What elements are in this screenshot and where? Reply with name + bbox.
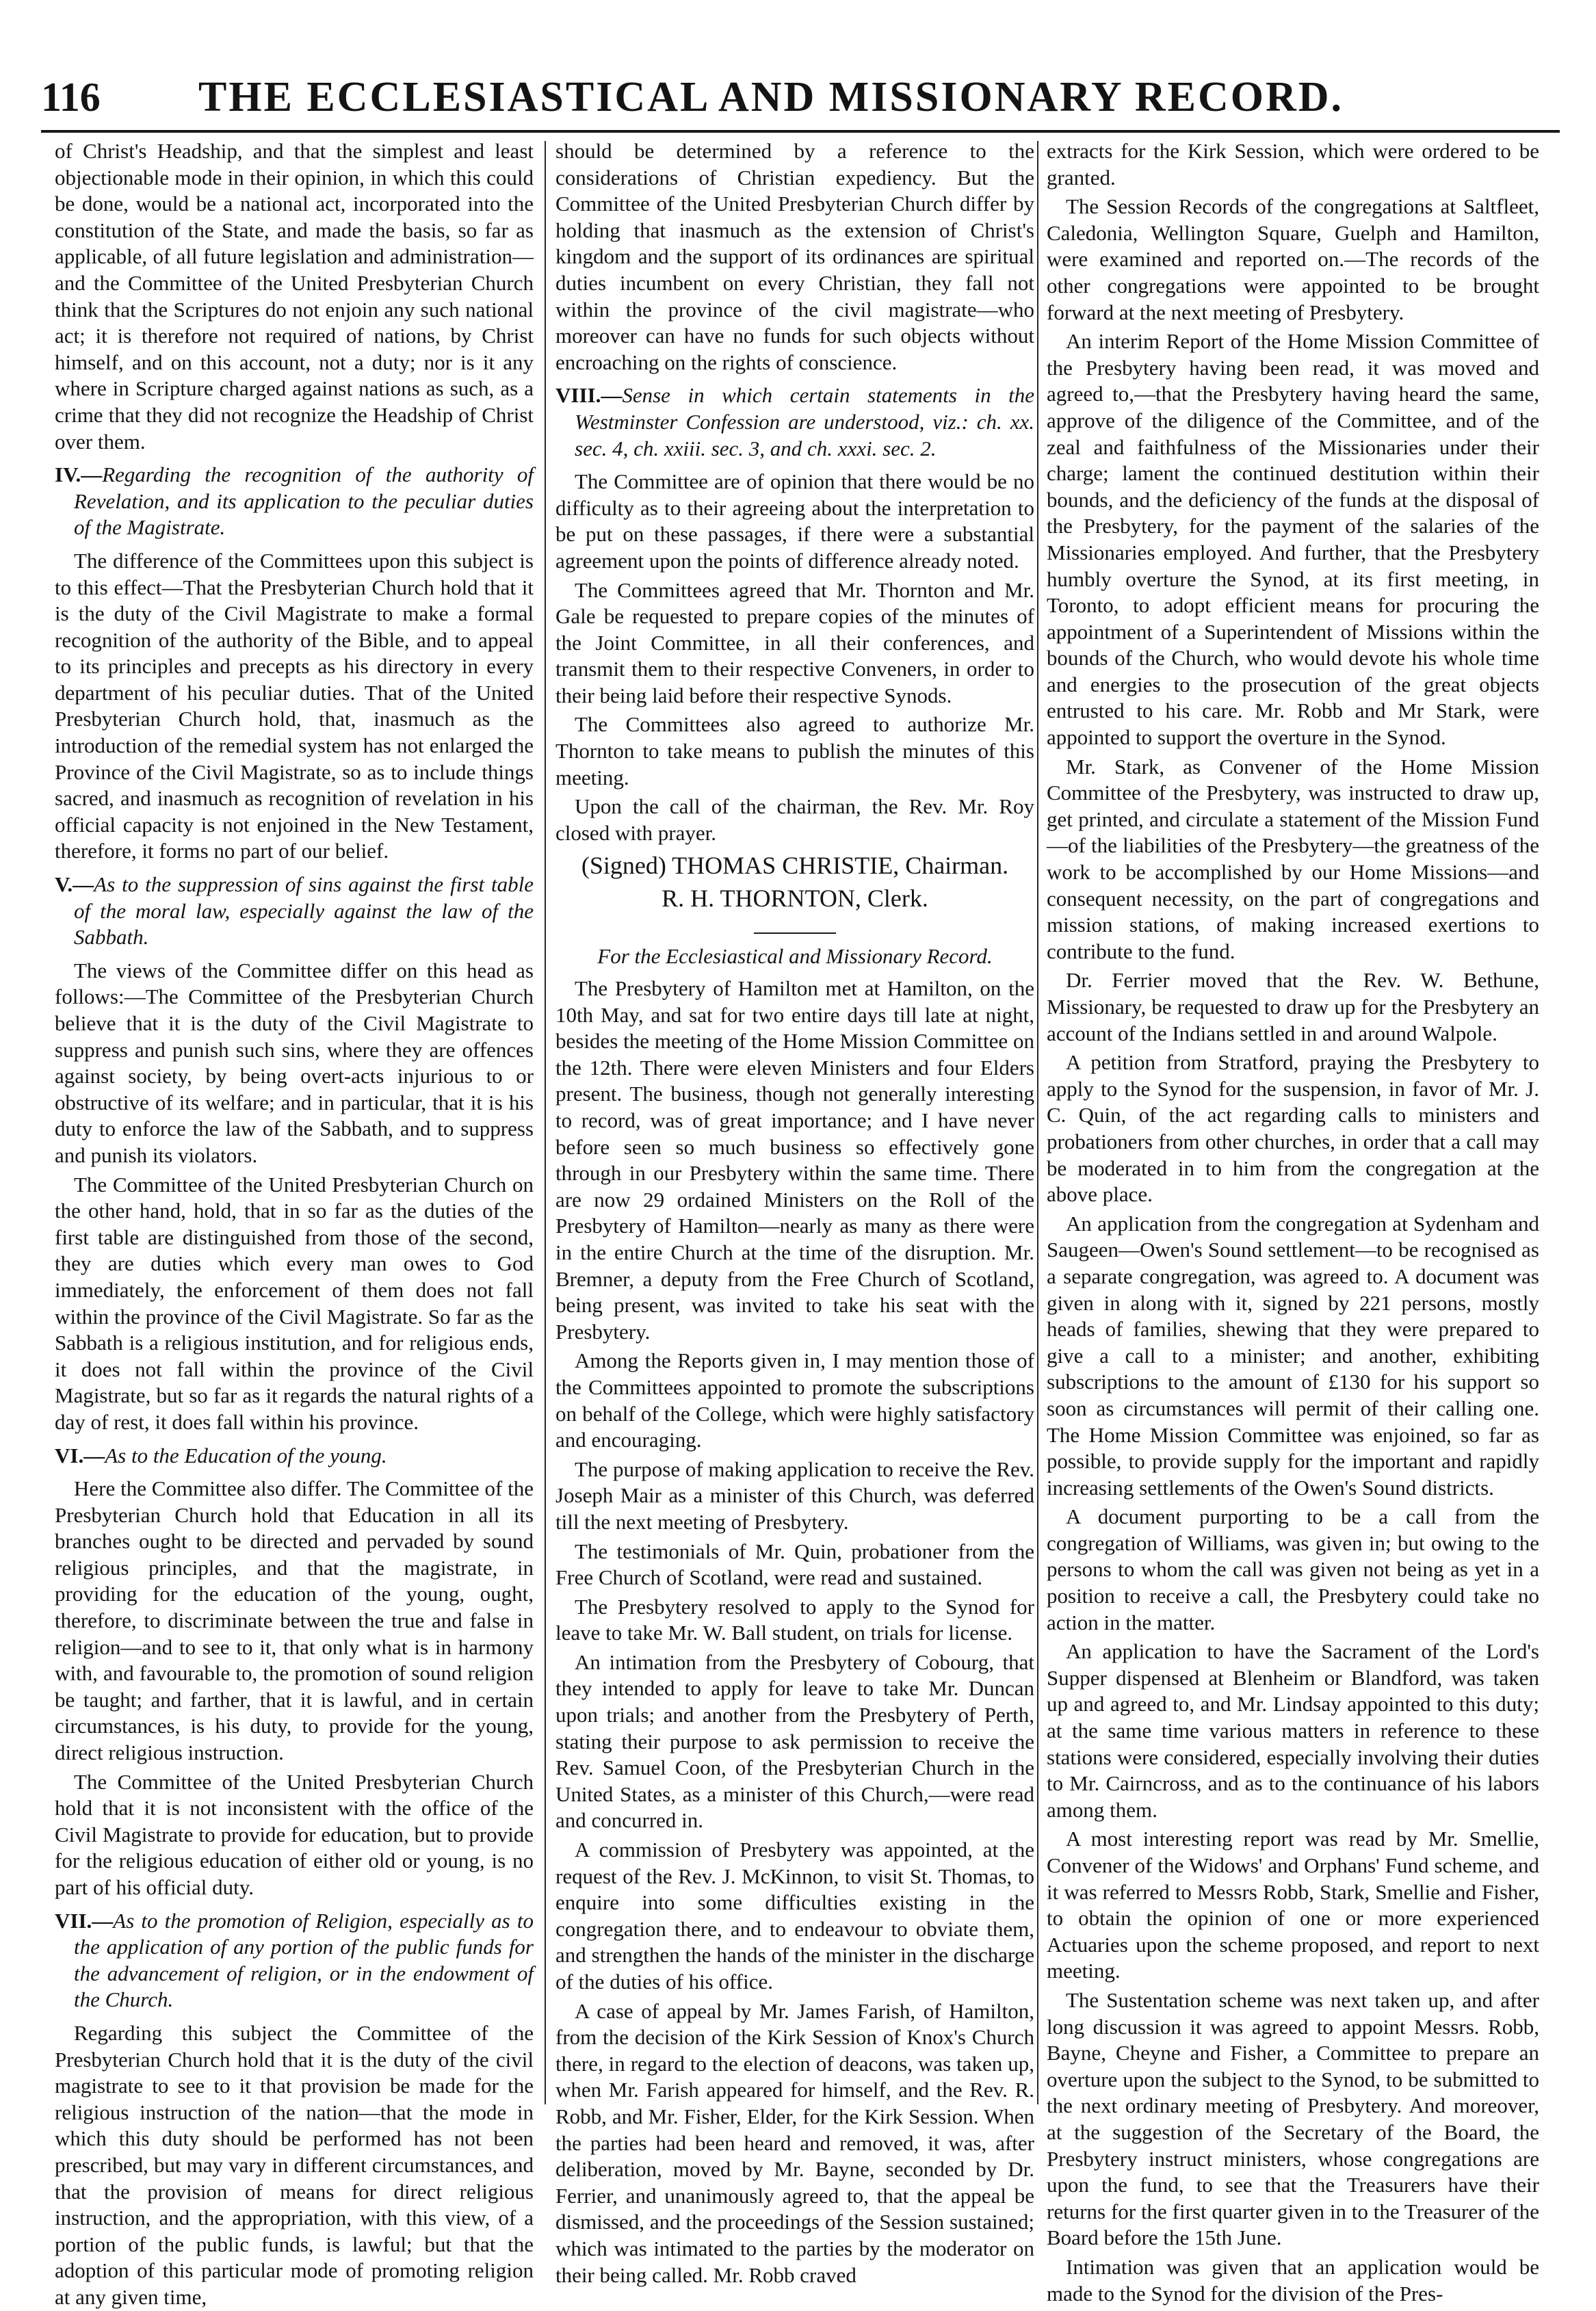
column-rule xyxy=(545,141,546,2104)
paragraph: Upon the call of the chairman, the Rev. Mr. Roy closed with prayer. xyxy=(555,794,1034,845)
running-title: THE ECCLESIASTICAL AND MISSIONARY RECORD. xyxy=(198,74,1344,120)
paragraph: The views of the Committee differ on this head as follows:—The Committee of the Presbyterian Church believe that it is the duty of the Civil Magistrate to suppress and punish such sins, where they are offences against society, by being overt-acts injurious to or obstructive of its welfare; and in particular, that it is his duty to enforce the law of the Sabbath, and to suppress and punish its violators. xyxy=(55,958,534,1167)
section-number: VII.— xyxy=(55,1908,114,1933)
paragraph: of Christ's Headship, and that the simplest and least objectionable mode in their opinion, in which this could be done, would be a national act, incorporated into the constitution of the State, and made the basis, so far as applicable, of all future legislation and administration—and the Committee of the United Presbyterian Church think that the Scriptures do not enjoin any such national act; it is therefore not required of nations, by Christ himself, and on this account, not a duty; nor is it any where in Scripture charged against nations as such, as a crime that they did not recognize the Headship of Christ over them. xyxy=(55,139,534,454)
paragraph: The testimonials of Mr. Quin, probationer from the Free Church of Scotland, were read and sustained. xyxy=(555,1539,1034,1590)
paragraph: Mr. Stark, as Convener of the Home Mission Committee of the Presbytery, was instructed to draw up, get printed, and circulate a statement of the Mission Fund—of the liabilities of the Presbytery—the greatness of the work to be accomplished by our Home Missions—and consequent necessity, on the part of congregations and mission stations, of making increased exertions to contribute to the fund. xyxy=(1047,754,1539,963)
section-heading-text: Sense in which certain statements in the Westminster Confession are understood, viz.: ch. xx. sec. 4, ch. xxiii. sec. 3, and ch. xxxi. sec. 2. xyxy=(575,383,1034,460)
paragraph: The Committees also agreed to authorize Mr. Thornton to take means to publish the minutes of this meeting. xyxy=(555,712,1034,789)
paragraph: An interim Report of the Home Mission Committee of the Presbytery having been read, it was moved and agreed to,—that the Presbytery having heard the same, approve of the diligence of the Committee, and of the zeal and faithfulness of the Missionaries under their charge; lament the continued destitution within their bounds, and the deficiency of the funds at the disposal of the Presbytery, for the payment of the salaries of the Missionaries employed. And further, that the Presbytery humbly overture the Synod, at its first meeting, in Toronto, to adopt efficient means for procuring the appointment of a Superintendent of Missions within the bounds of the Church, who would devote his whole time and energies to the prosecution of the great objects entrusted to his care. Mr. Robb and Mr Stark, were appointed to support the overture in the Synod. xyxy=(1047,329,1539,750)
header-rule xyxy=(41,130,1560,133)
column-rule xyxy=(1037,141,1038,2104)
paragraph: Regarding this subject the Committee of the Presbyterian Church hold that it is the duty of the civil magistrate to see to it that provision be made for the religious instruction of the nation—that the mode in which this duty should be performed has not been prescribed, but may vary in different circumstances, and that the provision of means for direct religious instruction, and the appropriation, with this view, of a portion of the public funds, is lawful; but that the adoption of this particular mode of promoting religion at any given time, xyxy=(55,2020,534,2309)
paragraph: The purpose of making application to receive the Rev. Joseph Mair as a minister of this Church, was deferred till the next meeting of Presbytery. xyxy=(555,1457,1035,1534)
section-number: VIII.— xyxy=(555,383,623,408)
paragraph: extracts for the Kirk Session, which were ordered to be granted. xyxy=(1047,139,1539,190)
paragraph: Intimation was given that an application would be made to the Synod for the division of the Pres- xyxy=(1047,2254,1539,2306)
paragraph: An intimation from the Presbytery of Cobourg, that they intended to apply for leave to take Mr. Duncan upon trials; and another from the Presbytery of Perth, stating their purpose to ask permission to receive the Rev. Samuel Coon, of the Presbyterian Church in the United States, as a minister of this Church,—were read and concurred in. xyxy=(555,1649,1034,1833)
page-header xyxy=(41,66,1560,129)
paragraph: The Presbytery of Hamilton met at Hamilton, on the 10th May, and sat for two entire days till late at night, besides the meeting of the Home Mission Committee on the 12th. There were eleven Ministers and four Elders present. The business, though not generally interesting to record, was of great importance; and I have never before seen so much business so effectively gone through in our Presbytery within the same time. There are now 29 ordained Ministers on the Roll of the Presbytery of Hamilton—nearly as many as there were in the entire Church at the time of the disruption. Mr. Bremner, a deputy from the Free Church of Scotland, being present, was invited to take his seat with the Presbytery. xyxy=(555,976,1034,1344)
paragraph: The Committees agreed that Mr. Thornton and Mr. Gale be requested to prepare copies of the minutes of the Joint Committee, in all their conferences, and transmit them to their respective Conveners, in order to their being laid before their respective Synods. xyxy=(555,577,1034,707)
paragraph: A petition from Stratford, praying the Presbytery to apply to the Synod for the suspension, in favor of Mr. J. C. Quin, of the act regarding calls to ministers and probationers from other churches, in order that a call may be moderated in to him from the congregation at the above place. xyxy=(1047,1050,1539,1207)
section-heading-vii xyxy=(55,1908,534,2013)
signature-clerk: R. H. THORNTON, Clerk. xyxy=(662,885,928,913)
paragraph: A case of appeal by Mr. James Farish, of Hamilton, from the decision of the Kirk Session of Knox's Church there, in regard to the election of deacons, was taken up, when Mr. Farish appeared for himself, and the Rev. R. Robb, and Mr. Fisher, Elder, for the Kirk Session. When the parties had been heard and removed, it was, after deliberation, moved by Mr. Bayne, seconded by Dr. Ferrier, and unanimously agreed to, that the appeal be dismissed, and the proceedings of the Session sustained; which was intimated to the parties by the moderator on their being called. Mr. Robb craved xyxy=(555,1998,1034,2287)
section-number: VI.— xyxy=(55,1443,105,1467)
paragraph: An application to have the Sacrament of the Lord's Supper dispensed at Blenheim or Blandford, was taken up and agreed to, and Mr. Lindsay appointed to this duty; at the same time various matters in reference to these stations were considered, especially involving their duties to Mr. Cairncross, and as to the continuance of his labors among them. xyxy=(1047,1639,1539,1822)
section-heading-viii xyxy=(555,382,1034,462)
signature-chairman: (Signed) THOMAS CHRISTIE, Chairman. xyxy=(581,852,1009,880)
paragraph: should be determined by a reference to the considerations of Christian expediency. But the Committee of the United Presbyterian Church differ by holding that inasmuch as the extension of Christ's kingdom and the support of its ordinances are spiritual duties incumbent on every Christian, they fall not within the province of the civil magistrate—who moreover can have no funds for such objects without encroaching on the rights of conscience. xyxy=(555,139,1034,374)
paragraph: The Committee of the United Presbyterian Church hold that it is not inconsistent with the office of the Civil Magistrate to provide for education, but to provide for the religious education of either old or young, is no part of his official duty. xyxy=(55,1769,534,1899)
column-3 xyxy=(1047,138,1539,2306)
section-heading-v xyxy=(55,872,534,951)
section-number: V.— xyxy=(55,872,94,897)
section-heading-text: As to the suppression of sins against the first table of the moral law, especially against the law of the Sabbath. xyxy=(74,872,534,950)
paragraph: Among the Reports given in, I may mention those of the Committees appointed to promote the subscriptions on behalf of the College, which were highly satisfactory and encouraging. xyxy=(555,1348,1034,1452)
section-heading-iv xyxy=(55,462,534,541)
paragraph: The Sustentation scheme was next taken up, and after long discussion it was agreed to appoint Messrs. Robb, Bayne, Cheyne and Fisher, a Committee to prepare an overture upon the subject to the Synod, to be submitted to the next ordinary meeting of Presbytery. And moreover, at the suggestion of the Secretary of the Board, the Presbytery instruct ministers, whose congregations are upon the fund, to see that the Treasurers have their returns for the first quarter given in to the Treasurer of the Board before the 15th June. xyxy=(1047,1987,1539,2250)
article-byline: For the Ecclesiastical and Missionary Record. xyxy=(597,944,993,969)
paragraph: A commission of Presbytery was appointed, at the request of the Rev. J. McKinnon, to visit St. Thomas, to enquire into some difficulties existing in the congregation there, and to endeavour to obviate them, and strengthen the hands of the minister in the discharge of the duties of his office. xyxy=(555,1838,1034,1994)
section-divider xyxy=(754,932,836,934)
section-heading-vi xyxy=(55,1443,534,1470)
paragraph: An application from the congregation at Sydenham and Saugeen—Owen's Sound settlement—to be recognised as a separate congregation, was agreed to. A document was given in along with it, signed by 221 persons, mostly heads of families, shewing that they were prepared to give a call to a minister; and another, exhibiting subscriptions to the amount of £130 for his support so soon as circumstances will permit of their calling one. The Home Mission Committee was enjoined, so far as possible, to provide supply for the important and rapidly increasing settlements of the Owen's Sound districts. xyxy=(1047,1211,1539,1500)
section-heading-text: As to the Education of the young. xyxy=(105,1443,387,1467)
paragraph: The difference of the Committees upon this subject is to this effect—That the Presbyterian Church hold that it is the duty of the Civil Magistrate to make a formal recognition of the authority of the Bible, and to appeal to its principles and precepts as his directory in every department of his peculiar duties. That of the United Presbyterian Church hold, that, inasmuch as the introduction of the remedial system has not enlarged the Province of the Civil Magistrate, so as to include things sacred, and inasmuch as recognition of revelation in his official capacity is not enjoined in the New Testament, therefore, it forms no part of our belief. xyxy=(55,548,534,863)
paragraph: A document purporting to be a call from the congregation of Williams, was given in; but owing to the persons to whom the call was given not being as yet in a position to receive a call, the Presbytery could take no action in the matter. xyxy=(1047,1504,1539,1634)
paragraph: The Session Records of the congregations at Saltfleet, Caledonia, Wellington Square, Guelph and Hamilton, were examined and reported on.—The records of the other congregations were appointed to be brought forward at the next meeting of Presbytery. xyxy=(1047,194,1539,324)
section-heading-text: Regarding the recognition of the authority of Revelation, and its application to the peculiar duties of the Magistrate. xyxy=(74,462,534,540)
page-number: 116 xyxy=(41,75,101,120)
paragraph: Here the Committee also differ. The Committee of the Presbyterian Church hold that Education in all its branches ought to be directed and pervaded by sound religious principles, and that the magistrate, in providing for the education of the young, ought, therefore, to discriminate between the true and false in religion—and to see to it, that only what is in harmony with, and favourable to, the promotion of sound religion be taught; and farther, that it is lawful, and in certain circumstances, is his duty, to provide for the young, direct religious instruction. xyxy=(55,1476,534,1765)
column-2 xyxy=(555,138,1035,2287)
section-heading-text: As to the promotion of Religion, especially as to the application of any portion of the public funds for the advancement of religion, or in the endowment of the Church. xyxy=(74,1908,534,2012)
paragraph: Dr. Ferrier moved that the Rev. W. Bethune, Missionary, be requested to draw up for the Presbytery an account of the Indians settled in and around Walpole. xyxy=(1047,968,1539,1045)
paragraph: The Presbytery resolved to apply to the Synod for leave to take Mr. W. Ball student, on trials for license. xyxy=(555,1594,1034,1645)
column-1 xyxy=(55,138,534,2309)
paragraph: A most interesting report was read by Mr. Smellie, Convener of the Widows' and Orphans' Fund scheme, and it was referred to Messrs Robb, Stark, Smellie and Fisher, to obtain the opinion of one or more experienced Actuaries upon the scheme proposed, and report to next meeting. xyxy=(1047,1827,1539,1983)
paragraph: The Committee of the United Presbyterian Church on the other hand, hold, that in so far as the duties of the first table are distinguished from those of the second, they are duties which every man owes to God immediately, the enforcement of them does not fall within the province of the Civil Magistrate. So far as the Sabbath is a religious institution, and for religious ends, it does not fall within the province of the Civil Magistrate, but so far as it regards the natural rights of a day of rest, it does fall within his province. xyxy=(55,1172,534,1434)
section-number: IV.— xyxy=(55,462,103,487)
paragraph: The Committee are of opinion that there would be no difficulty as to their agreeing about the interpretation to be put on these passages, if there were a substantial agreement upon the points of difference already noted. xyxy=(555,469,1034,573)
